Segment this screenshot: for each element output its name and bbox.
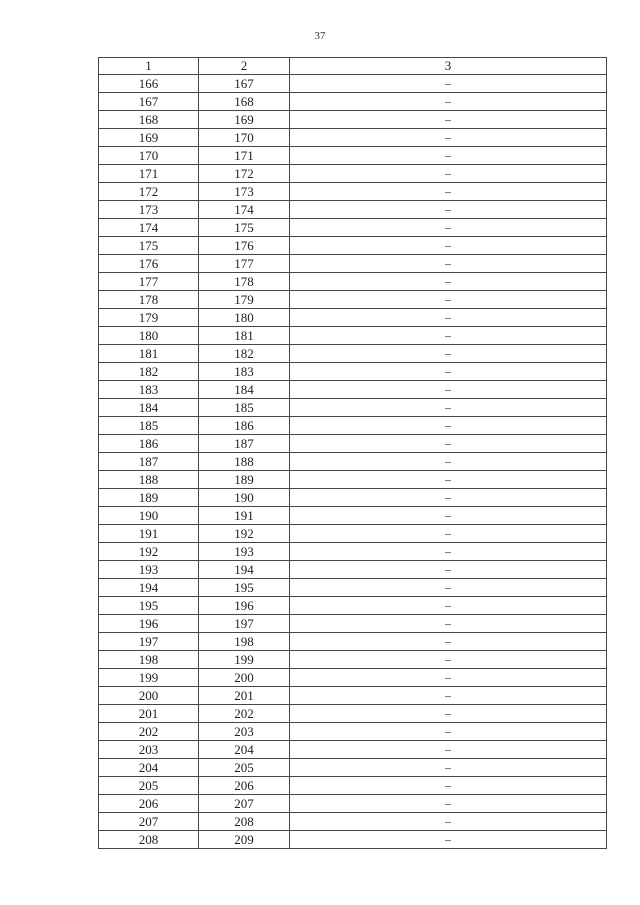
cell-col-2: 201 [199, 687, 290, 705]
cell-col-1: 195 [99, 597, 199, 615]
cell-col-2: 199 [199, 651, 290, 669]
table-row [99, 489, 607, 507]
cell-col-1: 180 [99, 327, 199, 345]
cell-col-2: 187 [199, 435, 290, 453]
cell-col-1: 205 [99, 777, 199, 795]
table-row [99, 435, 607, 453]
table-row [99, 687, 607, 705]
cell-col-1: 167 [99, 93, 199, 111]
cell-col-2: 191 [199, 507, 290, 525]
cell-col-1: 166 [99, 75, 199, 93]
table-row [99, 453, 607, 471]
cell-col-2: 207 [199, 795, 290, 813]
cell-col-3: – [290, 183, 607, 201]
table-row [99, 147, 607, 165]
cell-col-1: 200 [99, 687, 199, 705]
cell-col-2: 204 [199, 741, 290, 759]
table-row [99, 831, 607, 849]
cell-col-2: 186 [199, 417, 290, 435]
table-header-row [99, 58, 607, 75]
cell-col-3: – [290, 741, 607, 759]
cell-col-2: 197 [199, 615, 290, 633]
table-row [99, 705, 607, 723]
cell-col-3: – [290, 147, 607, 165]
cell-col-3: – [290, 291, 607, 309]
cell-col-2: 168 [199, 93, 290, 111]
cell-col-3: – [290, 777, 607, 795]
cell-col-2: 171 [199, 147, 290, 165]
cell-col-1: 178 [99, 291, 199, 309]
cell-col-3: – [290, 309, 607, 327]
cell-col-3: – [290, 399, 607, 417]
cell-col-3: – [290, 597, 607, 615]
table-row [99, 543, 607, 561]
cell-col-1: 172 [99, 183, 199, 201]
cell-col-1: 191 [99, 525, 199, 543]
cell-col-3: – [290, 687, 607, 705]
table-row [99, 417, 607, 435]
table-row [99, 759, 607, 777]
table-row [99, 183, 607, 201]
table-row [99, 525, 607, 543]
cell-col-1: 192 [99, 543, 199, 561]
table-row [99, 561, 607, 579]
cell-col-3: – [290, 813, 607, 831]
cell-col-2: 180 [199, 309, 290, 327]
cell-col-1: 203 [99, 741, 199, 759]
cell-col-2: 174 [199, 201, 290, 219]
cell-col-1: 190 [99, 507, 199, 525]
table-row [99, 615, 607, 633]
table-row [99, 219, 607, 237]
cell-col-2: 195 [199, 579, 290, 597]
cell-col-2: 190 [199, 489, 290, 507]
cell-col-3: – [290, 111, 607, 129]
cell-col-1: 181 [99, 345, 199, 363]
cell-col-1: 182 [99, 363, 199, 381]
page-number: 37 [314, 30, 326, 42]
table-row [99, 75, 607, 93]
cell-col-2: 172 [199, 165, 290, 183]
cell-col-3: – [290, 705, 607, 723]
cell-col-2: 200 [199, 669, 290, 687]
table-row [99, 777, 607, 795]
cell-col-2: 196 [199, 597, 290, 615]
cell-col-1: 174 [99, 219, 199, 237]
cell-col-1: 183 [99, 381, 199, 399]
cell-col-3: – [290, 615, 607, 633]
cell-col-3: – [290, 507, 607, 525]
cell-col-2: 203 [199, 723, 290, 741]
table-row [99, 741, 607, 759]
cell-col-1: 206 [99, 795, 199, 813]
cell-col-3: – [290, 273, 607, 291]
cell-col-1: 208 [99, 831, 199, 849]
table-row [99, 579, 607, 597]
table-row [99, 723, 607, 741]
table-row [99, 651, 607, 669]
cell-col-2: 170 [199, 129, 290, 147]
cell-col-2: 177 [199, 255, 290, 273]
cell-col-2: 179 [199, 291, 290, 309]
cell-col-1: 202 [99, 723, 199, 741]
cell-col-3: – [290, 75, 607, 93]
cell-col-1: 173 [99, 201, 199, 219]
cell-col-3: – [290, 201, 607, 219]
cell-col-1: 168 [99, 111, 199, 129]
cell-col-2: 182 [199, 345, 290, 363]
cell-col-3: – [290, 219, 607, 237]
table-row [99, 363, 607, 381]
cell-col-1: 188 [99, 471, 199, 489]
cell-col-1: 196 [99, 615, 199, 633]
cell-col-3: – [290, 669, 607, 687]
cell-col-1: 187 [99, 453, 199, 471]
cell-col-1: 184 [99, 399, 199, 417]
cell-col-3: – [290, 327, 607, 345]
cell-col-1: 176 [99, 255, 199, 273]
cell-col-3: – [290, 633, 607, 651]
cell-col-1: 207 [99, 813, 199, 831]
cell-col-2: 198 [199, 633, 290, 651]
cell-col-3: – [290, 795, 607, 813]
column-header-3: 3 [290, 58, 607, 75]
cell-col-2: 209 [199, 831, 290, 849]
cell-col-3: – [290, 93, 607, 111]
table-row [99, 399, 607, 417]
cell-col-1: 177 [99, 273, 199, 291]
table-row [99, 795, 607, 813]
cell-col-3: – [290, 579, 607, 597]
cell-col-1: 198 [99, 651, 199, 669]
cell-col-3: – [290, 381, 607, 399]
cell-col-3: – [290, 723, 607, 741]
cell-col-2: 178 [199, 273, 290, 291]
cell-col-3: – [290, 165, 607, 183]
cell-col-3: – [290, 345, 607, 363]
cell-col-1: 170 [99, 147, 199, 165]
cell-col-1: 169 [99, 129, 199, 147]
cell-col-3: – [290, 489, 607, 507]
cell-col-1: 171 [99, 165, 199, 183]
cell-col-1: 179 [99, 309, 199, 327]
table-row [99, 597, 607, 615]
cell-col-2: 183 [199, 363, 290, 381]
table-row [99, 273, 607, 291]
cell-col-3: – [290, 759, 607, 777]
table-body [99, 75, 607, 849]
cell-col-1: 186 [99, 435, 199, 453]
column-header-2: 2 [199, 58, 290, 75]
cell-col-2: 192 [199, 525, 290, 543]
column-header-1: 1 [99, 58, 199, 75]
cell-col-3: – [290, 363, 607, 381]
table-row [99, 813, 607, 831]
cell-col-2: 176 [199, 237, 290, 255]
cell-col-1: 193 [99, 561, 199, 579]
cell-col-2: 167 [199, 75, 290, 93]
cell-col-3: – [290, 435, 607, 453]
table-row [99, 327, 607, 345]
cell-col-2: 193 [199, 543, 290, 561]
cell-col-1: 197 [99, 633, 199, 651]
table-row [99, 237, 607, 255]
cell-col-3: – [290, 525, 607, 543]
cell-col-2: 194 [199, 561, 290, 579]
cell-col-2: 184 [199, 381, 290, 399]
table-row [99, 129, 607, 147]
cell-col-2: 181 [199, 327, 290, 345]
cell-col-3: – [290, 651, 607, 669]
cell-col-3: – [290, 561, 607, 579]
cell-col-1: 194 [99, 579, 199, 597]
cell-col-2: 185 [199, 399, 290, 417]
data-table [98, 57, 607, 849]
cell-col-2: 205 [199, 759, 290, 777]
cell-col-2: 208 [199, 813, 290, 831]
table-row [99, 165, 607, 183]
cell-col-3: – [290, 543, 607, 561]
cell-col-3: – [290, 417, 607, 435]
cell-col-3: – [290, 129, 607, 147]
cell-col-3: – [290, 831, 607, 849]
table-row [99, 309, 607, 327]
table-row [99, 111, 607, 129]
cell-col-1: 185 [99, 417, 199, 435]
cell-col-3: – [290, 237, 607, 255]
table-row [99, 633, 607, 651]
table-row [99, 345, 607, 363]
table-row [99, 507, 607, 525]
cell-col-2: 173 [199, 183, 290, 201]
cell-col-1: 204 [99, 759, 199, 777]
cell-col-2: 202 [199, 705, 290, 723]
cell-col-3: – [290, 471, 607, 489]
cell-col-2: 189 [199, 471, 290, 489]
cell-col-3: – [290, 453, 607, 471]
data-table-container [98, 57, 606, 849]
table-row [99, 381, 607, 399]
cell-col-1: 201 [99, 705, 199, 723]
table-row [99, 471, 607, 489]
cell-col-2: 188 [199, 453, 290, 471]
table-row [99, 93, 607, 111]
cell-col-1: 199 [99, 669, 199, 687]
cell-col-3: – [290, 255, 607, 273]
table-row [99, 201, 607, 219]
table-row [99, 255, 607, 273]
cell-col-1: 175 [99, 237, 199, 255]
table-row [99, 291, 607, 309]
cell-col-2: 206 [199, 777, 290, 795]
cell-col-1: 189 [99, 489, 199, 507]
cell-col-2: 169 [199, 111, 290, 129]
table-row [99, 669, 607, 687]
cell-col-2: 175 [199, 219, 290, 237]
